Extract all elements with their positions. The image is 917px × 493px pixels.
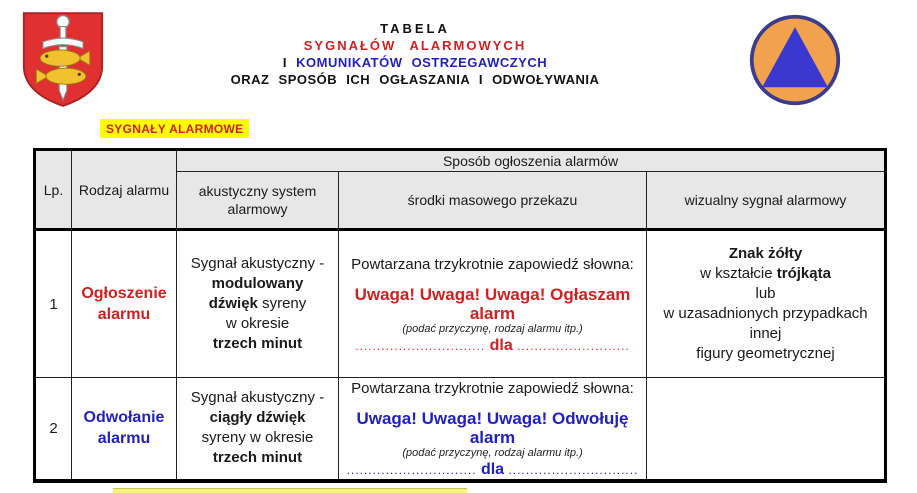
visual-line: lub [755, 285, 776, 302]
alarm-type-label: Odwołanie alarmu [72, 378, 177, 481]
alarm-type-label: Ogłoszenie alarmu [72, 230, 177, 378]
dotted-blank: .............................. [346, 462, 477, 477]
visual-line: w uzasadnionych przypadkach [663, 305, 868, 322]
media-intro: Powtarzana trzykrotnie zapowiedź słowna: [351, 255, 634, 273]
title-line-3-main: KOMUNIKATÓW OSTRZEGAWCZYCH [296, 55, 548, 70]
mass-media-cell [339, 230, 647, 378]
visual-word: w kształcie [700, 265, 773, 282]
row-number: 1 [35, 230, 72, 378]
visual-line: innej [749, 325, 782, 342]
column-header-wizualny: wizualny sygnał alarmowy [647, 172, 886, 230]
media-note: (podać przyczynę, rodzaj alarmu itp.) [402, 322, 583, 335]
column-header-akustyczny: akustyczny system alarmowy [177, 172, 339, 230]
civil-defense-triangle-logo-icon [747, 13, 843, 107]
acoustic-line: Sygnał akustyczny - [190, 255, 325, 272]
acoustic-line: modulowany [211, 275, 304, 292]
media-announcement: Uwaga! Uwaga! Uwaga! Odwołuję alarm [356, 408, 629, 447]
acoustic-line: ciągły dźwięk [209, 409, 306, 427]
acoustic-line: syreny w okresie [201, 429, 314, 447]
visual-bold-word: trójkąta [776, 265, 831, 282]
dotted-blank: .............................. [508, 462, 639, 477]
acoustic-line: trzech minut [212, 335, 303, 352]
table-row-cancel-alarm [35, 378, 886, 481]
section-label-sygnaly-alarmowe: SYGNAŁY ALARMOWE [100, 119, 249, 138]
dotted-blank: .............................. [355, 338, 486, 353]
acoustic-line: w okresie [225, 315, 290, 332]
visual-signal-cell [647, 230, 886, 378]
visual-line [651, 264, 880, 284]
acoustic-signal-cell [177, 378, 339, 481]
column-header-lp: Lp. [35, 150, 72, 230]
media-intro: Powtarzana trzykrotnie zapowiedź słowna: [351, 379, 634, 397]
acoustic-line: Sygnał akustyczny - [190, 389, 325, 407]
document-title [0, 20, 830, 88]
title-line-1: TABELA [380, 21, 450, 36]
column-header-sposob-ogloszenia: Sposób ogłoszenia alarmów [177, 150, 886, 172]
table-row-announce-alarm [35, 230, 886, 378]
header-row-top [35, 150, 886, 172]
media-dla: dla [480, 460, 505, 478]
acoustic-line: trzech minut [212, 449, 303, 467]
visual-signal-cell-empty [647, 378, 886, 481]
media-fill-line [345, 462, 640, 478]
title-line-2: SYGNAŁÓW ALARMOWYCH [303, 38, 527, 53]
alarm-signals-table [33, 148, 887, 483]
visual-line: figury geometrycznej [696, 345, 835, 362]
title-line-3 [0, 54, 830, 71]
title-line-3-prefix: I [282, 55, 287, 70]
acoustic-word: syreny [262, 295, 307, 312]
next-section-highlight-cutoff [113, 488, 467, 493]
acoustic-bold-word: dźwięk [208, 295, 258, 312]
media-note: (podać przyczynę, rodzaj alarmu itp.) [402, 446, 583, 459]
acoustic-signal-cell [177, 230, 339, 378]
row-number: 2 [35, 378, 72, 481]
acoustic-line [181, 294, 334, 314]
column-header-srodki: środki masowego przekazu [339, 172, 647, 230]
visual-line: Znak żółty [728, 245, 803, 262]
title-line-4: ORAZ SPOSÓB ICH OGŁASZANIA I ODWOŁYWANIA [230, 72, 600, 87]
mass-media-cell [339, 378, 647, 481]
media-dla: dla [489, 336, 513, 354]
column-header-rodzaj-alarmu: Rodzaj alarmu [72, 150, 177, 230]
media-announcement: Uwaga! Uwaga! Uwaga! Ogłaszam alarm [354, 284, 631, 323]
media-fill-line [345, 338, 640, 354]
dotted-blank: .......................... [517, 338, 630, 353]
